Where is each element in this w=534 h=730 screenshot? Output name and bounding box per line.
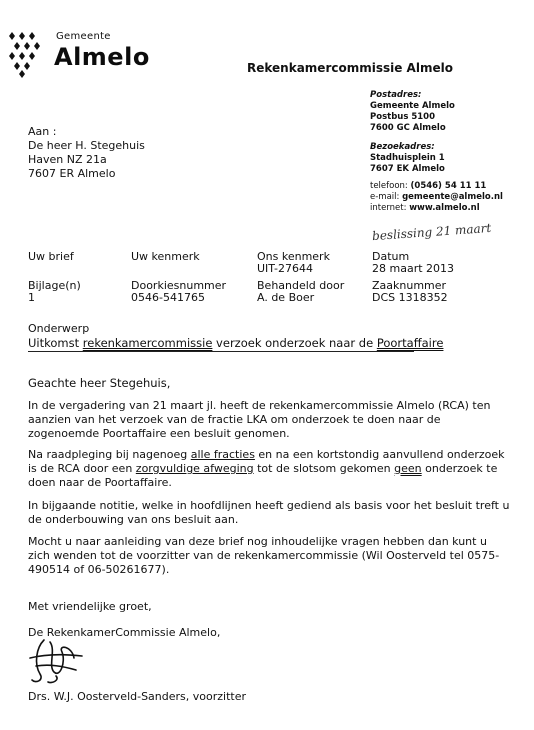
bijlagen-label: Bijlage(n) [28, 279, 81, 292]
subject-text-poort: Poortaffaire [376, 336, 444, 350]
p2-b: alle fracties [190, 448, 255, 461]
visiting-line-2: 7607 EK Almelo [370, 164, 445, 174]
ons-kenmerk-label: Ons kenmerk [257, 250, 330, 263]
postal-label: Postadres: [370, 90, 422, 100]
recipient-street: Haven NZ 21a [28, 153, 107, 166]
recipient-city: 7607 ER Almelo [28, 167, 116, 180]
p2-a: Na raadpleging bij nagenoeg [28, 448, 191, 461]
paragraph-2 [28, 448, 510, 490]
internet-value: www.almelo.nl [409, 203, 480, 213]
doorkies-label: Doorkiesnummer [131, 279, 227, 292]
postal-address [370, 90, 455, 134]
subject-text-pre: Uitkomst [28, 336, 83, 350]
p2-e: tot de slotsom gekomen [253, 462, 395, 475]
visiting-line-1: Stadhuisplein 1 [370, 153, 445, 163]
postal-line-1: Gemeente Almelo [370, 101, 455, 111]
internet-label: internet: [370, 203, 407, 213]
ons-kenmerk-value: UIT-27644 [257, 262, 313, 275]
p2-g: onderzoek te doen naar de Poortaffaire. [28, 462, 498, 489]
phone-value: (0546) 54 11 11 [410, 181, 487, 191]
signature-icon [26, 636, 86, 688]
email-value: gemeente@almelo.nl [402, 192, 503, 202]
recipient-address [28, 125, 145, 181]
bijlagen-value: 1 [28, 291, 35, 304]
p2-c: en na een kortstondig aanvullend onderzoek is de RCA door een [28, 448, 505, 475]
phone-label: telefoon: [370, 181, 408, 191]
almelo-logo-icon [6, 30, 46, 80]
visiting-address [370, 142, 445, 175]
zaaknummer-label: Zaaknummer [372, 279, 447, 292]
uw-kenmerk-label: Uw kenmerk [131, 250, 200, 263]
handwritten-note: beslissing 21 maart [371, 220, 492, 244]
postal-line-2: Postbus 5100 [370, 112, 436, 122]
paragraph-3: In bijgaande notitie, welke in hoofdlijnen heeft gediend als basis voor het besluit treft u de onderbouwing van ons besluit aan. [28, 499, 510, 526]
p2-d: zorgvuldige afweging [135, 462, 254, 475]
email-label: e-mail: [370, 192, 400, 202]
visiting-label: Bezoekadres: [370, 142, 435, 152]
subject-rule [34, 351, 414, 352]
contact-block [370, 181, 503, 214]
datum-label: Datum [372, 250, 410, 263]
behandeld-value: A. de Boer [257, 291, 315, 304]
subject-label: Onderwerp [28, 322, 90, 335]
p2-f: geen [394, 462, 422, 475]
closing: Met vriendelijke groet, [28, 600, 152, 613]
organization: De RekenkamerCommissie Almelo, [28, 626, 221, 639]
paragraph-4: Mocht u naar aanleiding van deze brief nog inhoudelijke vragen hebben dan kunt u zich wenden tot de voorzitter van de rekenkamercommissie (Wil Oosterveld tel 0575-490514 of 06-50261677). [28, 535, 500, 576]
subject-line [28, 336, 443, 350]
recipient-aan: Aan : [28, 125, 57, 138]
doorkies-value: 0546-541765 [131, 291, 205, 304]
sender-title: Rekenkamercommissie Almelo [247, 61, 453, 75]
recipient-name: De heer H. Stegehuis [28, 139, 145, 152]
postal-line-3: 7600 GC Almelo [370, 123, 446, 133]
subject-text-rek: rekenkamercommissie [82, 336, 213, 350]
signatory: Drs. W.J. Oosterveld-Sanders, voorzitter [28, 690, 247, 703]
logo-gemeente-text: Gemeente [56, 31, 111, 42]
paragraph-1: In de vergadering van 21 maart jl. heeft de rekenkamercommissie Almelo (RCA) ten aanzien van het verzoek van de fractie LKA om onderzoek te doen naar de zogenoemde Poortaffaire een besluit genomen. [28, 399, 491, 440]
salutation: Geachte heer Stegehuis, [28, 376, 171, 390]
logo-city-text: Almelo [54, 43, 150, 71]
subject-text-mid: verzoek onderzoek naar de [212, 336, 377, 350]
datum-value: 28 maart 2013 [372, 262, 455, 275]
uw-brief-label: Uw brief [28, 250, 74, 263]
zaaknummer-value: DCS 1318352 [372, 291, 448, 304]
behandeld-label: Behandeld door [257, 279, 345, 292]
